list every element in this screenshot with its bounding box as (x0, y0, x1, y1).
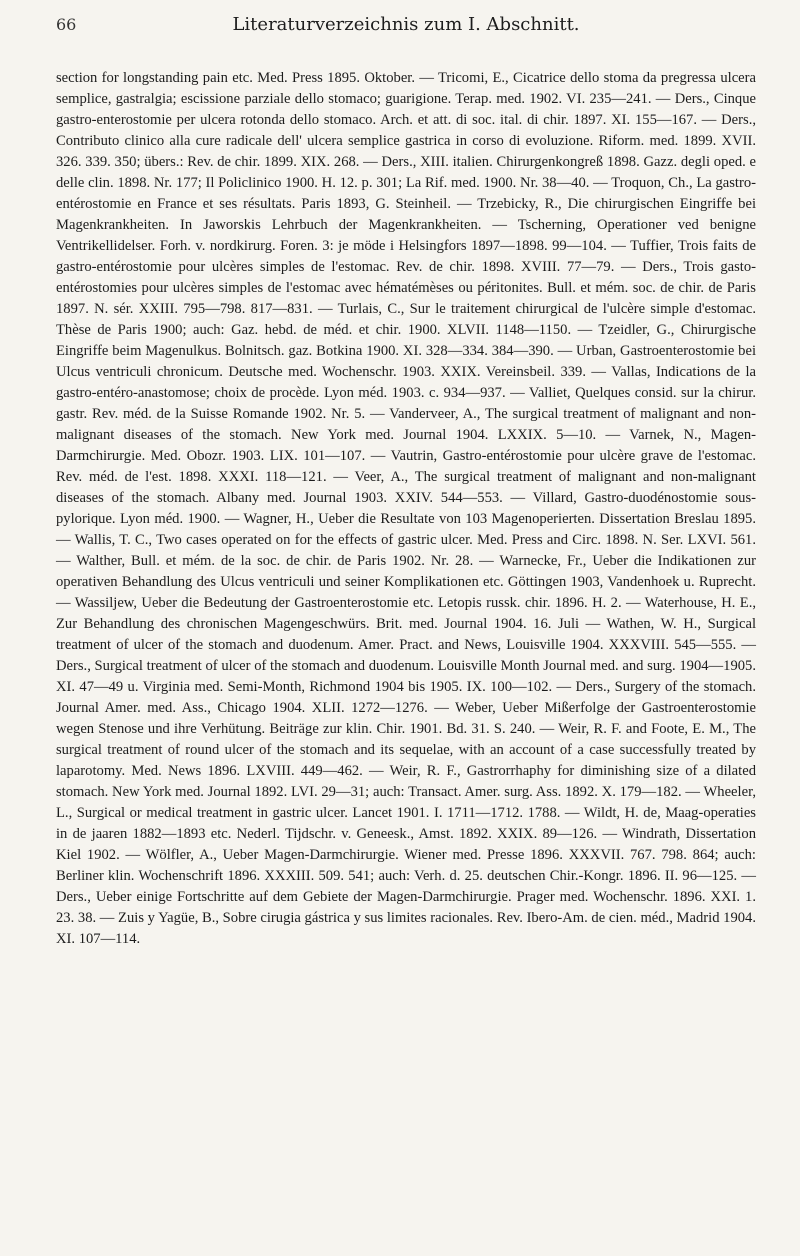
page-header (56, 14, 756, 44)
running-title: Literaturverzeichnis zum I. Abschnitt. (232, 14, 580, 35)
page-number: 66 (56, 15, 77, 34)
book-page (56, 14, 756, 950)
bibliography-text (56, 68, 756, 950)
bibliography-paragraph: section for longstanding pain etc. Med. Press 1895. Oktober. — Tricomi, E., Cicatrice dello stoma da pregressa ulcera semplice, gastralgia; escissione parziale dello stomaco; guarigione. Terap. med. 1902. VI. 235—241. — Ders., Cinque gastro-enterostomie per ulcera rotonda dello stomaco. Arch. et att. di soc. ital. di chir. 1897. XI. 155—167. — Ders., Contributo clinico alla cure radicale dell' ulcera semplice gastrica in corso di evoluzione. Riform. med. 1899. XVII. 326. 339. 350; übers.: Rev. de chir. 1899. XIX. 268. — Ders., XIII. italien. Chirurgenkongreß 1898. Gazz. degli oped. e delle clin. 1898. Nr. 177; Il Policlinico 1900. H. 12. p. 301; La Rif. med. 1900. Nr. 38—40. — Troquon, Ch., La gastro-entérostomie en France et ses résultats. Paris 1893, G. Steinheil. — Trzebicky, R., Die chirurgischen Eingriffe bei Magenkrankheiten. In Jaworskis Lehrbuch der Magenkrankheiten. — Tscherning, Operationer ved benigne Ventrikellidelser. Forh. v. nordkirurg. Foren. 3: je möde i Helsingfors 1897—1898. 99—104. — Tuffier, Trois faits de gastro-entérostomie pour ulcères simples de l'estomac. Rev. de chir. 1898. XVIII. 77—79. — Ders., Trois gasto-entérostomies pour ulcères simples de l'estomac avec hématémèses ou péritonites. Bull. et mém. soc. de chir. de Paris 1897. N. sér. XXIII. 795—798. 817—831. — Turlais, C., Sur le traitement chirurgical de l'ulcère simple d'estomac. Thèse de Paris 1900; auch: Gaz. hebd. de méd. et chir. 1900. XLVII. 1148—1150. — Tzeidler, G., Chirurgische Eingriffe beim Magenulkus. Bolnitsch. gaz. Botkina 1900. XI. 328—334. 384—390. — Urban, Gastroenterostomie bei Ulcus ventriculi chronicum. Deutsche med. Wochenschr. 1903. XXIX. Vereinsbeil. 339. — Vallas, Indications de la gastro-entéro-anastomose; choix de procède. Lyon méd. 1903. c. 934—937. — Valliet, Quelques consid. sur la chirur. gastr. Rev. méd. de la Suisse Romande 1902. Nr. 5. — Vanderveer, A., The surgical treatment of malignant and non-malignant diseases of the stomach. New York med. Journal 1904. LXXIX. 5—10. — Varnek, N., Magen-Darmchirurgie. Med. Obozr. 1903. LIX. 101—107. — Vautrin, Gastro-entérostomie pour ulcère grave de l'estomac. Rev. méd. de l'est. 1898. XXXI. 118—121. — Veer, A., The surgical treatment of malignant and non-malignant diseases of the stomach. Albany med. Journal 1903. XXIV. 544—553. — Villard, Gastro-duodénostomie sous-pylorique. Lyon méd. 1900. — Wagner, H., Ueber die Resultate von 103 Magenoperierten. Dissertation Breslau 1895. — Wallis, T. C., Two cases operated on for the effects of gastric ulcer. Med. Press and Circ. 1898. N. Ser. LXVI. 561. — Walther, Bull. et mém. de la soc. de chir. de Paris 1902. Nr. 28. — Warnecke, Fr., Ueber die Indikationen zur operativen Behandlung des Ulcus ventriculi und seiner Komplikationen etc. Göttingen 1903, Vandenhoek u. Ruprecht. — Wassiljew, Ueber die Bedeutung der Gastroenterostomie etc. Letopis russk. chir. 1896. H. 2. — Waterhouse, H. E., Zur Behandlung des chronischen Magengeschwürs. Brit. med. Journal 1904. 16. Juli — Wathen, W. H., Surgical treatment of ulcer of the stomach and duodenum. Amer. Pract. and News, Louisville 1904. XXXVIII. 545—555. — Ders., Surgical treatment of ulcer of the stomach and duodenum. Louisville Month Journal med. and surg. 1904—1905. XI. 47—49 u. Virginia med. Semi-Month, Richmond 1904 bis 1905. IX. 100—102. — Ders., Surgery of the stomach. Journal Amer. med. Ass., Chicago 1904. XLII. 1272—1276. — Weber, Ueber Mißerfolge der Gastroenterostomie wegen Stenose und ihre Verhütung. Beiträge zur klin. Chir. 1901. Bd. 31. S. 240. — Weir, R. F. and Foote, E. M., The surgical treatment of round ulcer of the stomach and its sequelae, with an account of a case successfully treated by laparotomy. Med. News 1896. LXVIII. 449—462. — Weir, R. F., Gastrorrhaphy for diminishing size of a dilated stomach. New York med. Journal 1892. LVI. 29—31; auch: Transact. Amer. surg. Ass. 1892. X. 179—182. — Wheeler, L., Surgical or medical treatment in gastric ulcer. Lancet 1901. I. 1711—1712. 1788. — Wildt, H. de, Maag-operaties in de jaaren 1882—1893 etc. Nederl. Tijdschr. v. Geneesk., Amst. 1892. XXIX. 89—126. — Windrath, Dissertation Kiel 1902. — Wölfler, A., Ueber Magen-Darmchirurgie. Wiener med. Presse 1896. XXXVII. 767. 798. 864; auch: Berliner klin. Wochenschrift 1896. XXXIII. 509. 541; auch: Verh. d. 25. deutschen Chir.-Kongr. 1896. II. 96—125. — Ders., Ueber einige Fortschritte auf dem Gebiete der Magen-Darmchirurgie. Prager med. Wochenschr. 1896. XXI. 1. 23. 38. — Zuis y Yagüe, B., Sobre cirugia gástrica y sus limites racionales. Rev. Ibero-Am. de cien. méd., Madrid 1904. XI. 107—114. (56, 70, 756, 947)
